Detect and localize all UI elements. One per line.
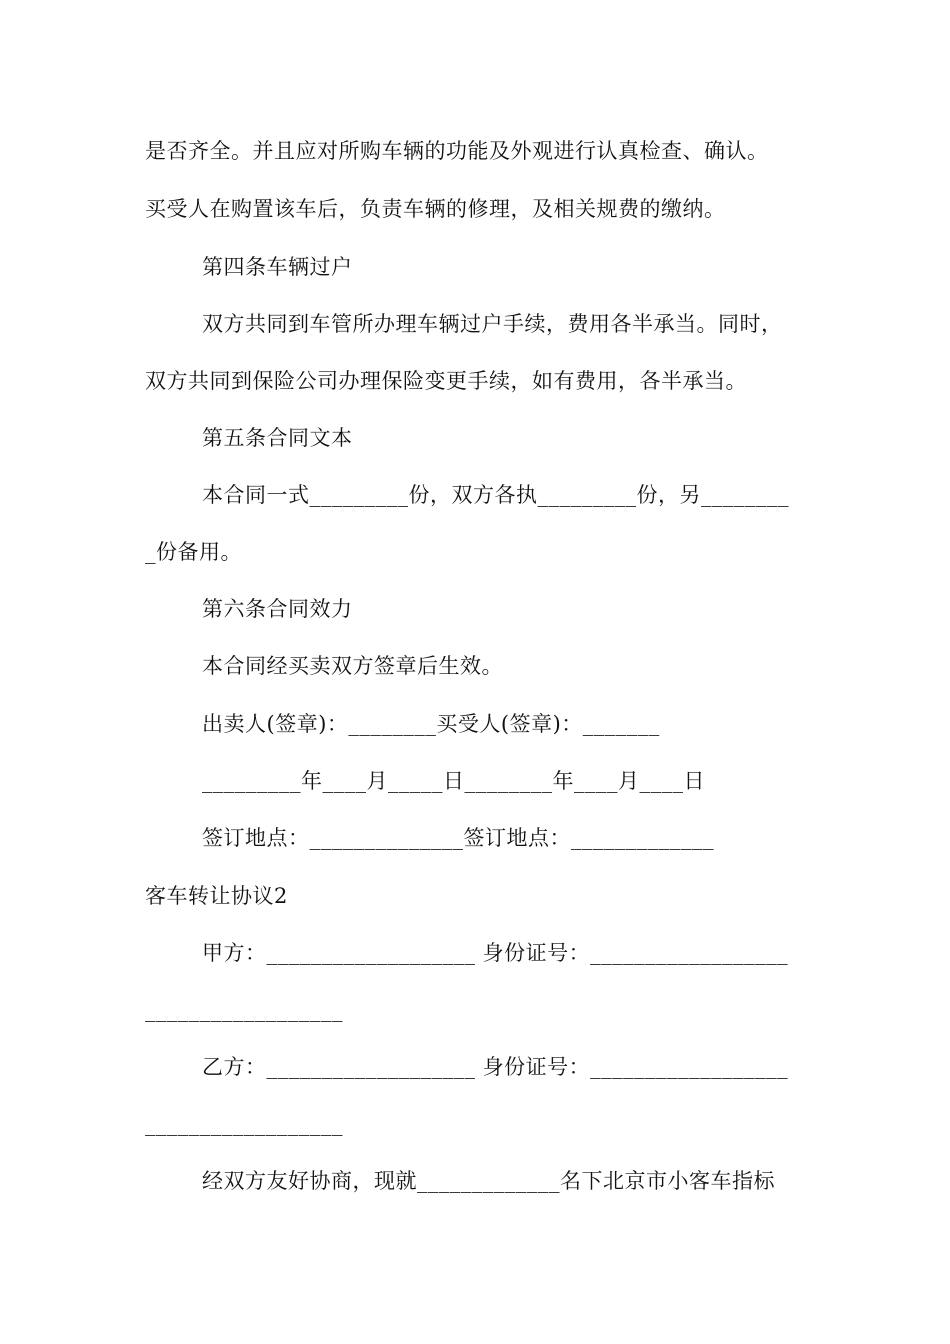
article-5-text-line-2: _份备用。 xyxy=(145,540,242,564)
article-6-text: 本合同经买卖双方签章后生效。 xyxy=(202,654,503,678)
negotiation-line: 经双方友好协商，现就_____________名下北京市小客车指标 xyxy=(202,1169,775,1193)
paragraph-line-1: 是否齐全。并且应对所购车辆的功能及外观进行认真检查、确认。 xyxy=(145,139,769,163)
article-5-heading: 第五条合同文本 xyxy=(202,426,353,450)
article-6-heading: 第六条合同效力 xyxy=(202,597,353,621)
agreement-2-title: 客车转让协议2 xyxy=(145,884,288,908)
paragraph-line-2: 买受人在购置该车后，负责车辆的修理，及相关规费的缴纳。 xyxy=(145,197,726,221)
article-4-heading: 第四条车辆过户 xyxy=(202,255,353,279)
article-4-text-line-1: 双方共同到车管所办理车辆过户手续，费用各半承当。同时， xyxy=(202,312,783,336)
signature-line: 出卖人(签章)：________买受人(签章)：_______ xyxy=(202,712,660,736)
date-line: _________年____月_____日________年____月____日 xyxy=(202,769,705,793)
party-b-line: 乙方：___________________ 身份证号：__________________ xyxy=(202,1055,789,1079)
party-b-continuation: __________________ xyxy=(145,1112,343,1136)
article-4-text-line-2: 双方共同到保险公司办理保险变更手续，如有费用，各半承当。 xyxy=(145,369,747,393)
signing-place-line: 签订地点：______________签订地点：_____________ xyxy=(202,826,714,850)
party-a-continuation: __________________ xyxy=(145,998,343,1022)
article-5-text-line-1: 本合同一式_________份，双方各执_________份，另________ xyxy=(202,483,789,507)
party-a-line: 甲方：___________________ 身份证号：__________________ xyxy=(202,941,789,965)
